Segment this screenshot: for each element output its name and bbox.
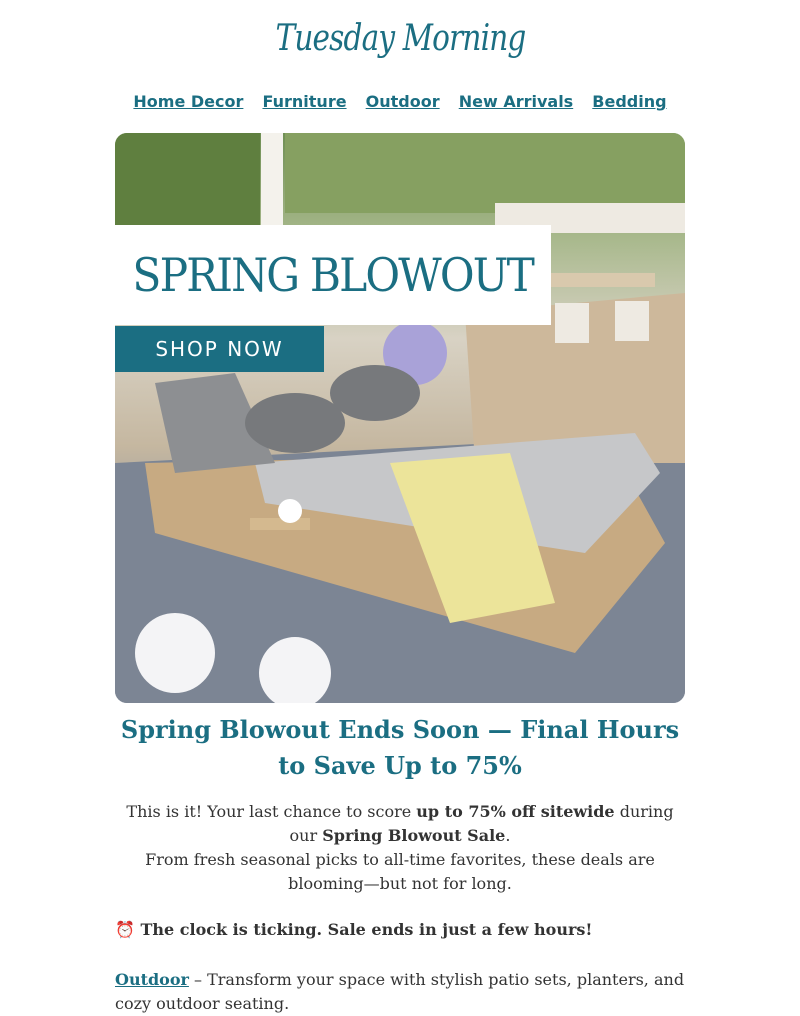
intro-p1-bold1: up to 75% off sitewide [416, 802, 615, 821]
intro-p1-bold2: Spring Blowout Sale [322, 826, 506, 845]
alarm-clock-icon: ⏰ [115, 920, 135, 939]
nav-item-bedding[interactable]: Bedding [592, 92, 667, 111]
dining-table [535, 273, 655, 287]
dining-chair [555, 303, 589, 343]
intro-p2: From fresh seasonal picks to all-time favorites, these deals are blooming—but not for long. [145, 850, 655, 893]
flowers [135, 613, 215, 693]
bowl [278, 499, 302, 523]
hero-title-panel [115, 225, 551, 325]
pergola-post [261, 133, 283, 233]
brand-header [0, 0, 800, 78]
nav-item-outdoor[interactable]: Outdoor [365, 92, 440, 111]
outdoor-text: – Transform your space with stylish patio sets, planters, and cozy outdoor seating. [115, 970, 685, 1013]
headline: Spring Blowout Ends Soon — Final Hours to Save Up to 75% [120, 715, 680, 780]
logo[interactable]: Tuesday Morning [274, 18, 526, 59]
hero-scene-image [115, 133, 685, 703]
intro-text [115, 800, 685, 896]
intro-p1-end: . [505, 826, 511, 845]
hero-banner[interactable] [115, 133, 685, 703]
pillow [330, 365, 420, 421]
outdoor-link[interactable]: Outdoor [115, 970, 189, 989]
hero-title: SPRING BLOWOUT [132, 248, 534, 302]
intro-p1-mid: during our [289, 802, 674, 845]
side-tray [250, 518, 310, 530]
nav-item-new-arrivals[interactable]: New Arrivals [458, 92, 574, 111]
clock-line [115, 918, 685, 942]
pillow [245, 393, 345, 453]
clock-text: The clock is ticking. Sale ends in just a few hours! [140, 920, 593, 939]
outdoor-section [115, 968, 685, 1016]
nav-item-furniture[interactable]: Furniture [262, 92, 347, 111]
shop-now-button[interactable]: SHOP NOW [115, 326, 324, 372]
foliage [115, 133, 260, 228]
intro-p1-pre: This is it! Your last chance to score [126, 802, 417, 821]
dining-chair [615, 301, 649, 341]
main-nav [0, 92, 800, 111]
nav-item-home-decor[interactable]: Home Decor [133, 92, 244, 111]
foliage [285, 133, 685, 213]
